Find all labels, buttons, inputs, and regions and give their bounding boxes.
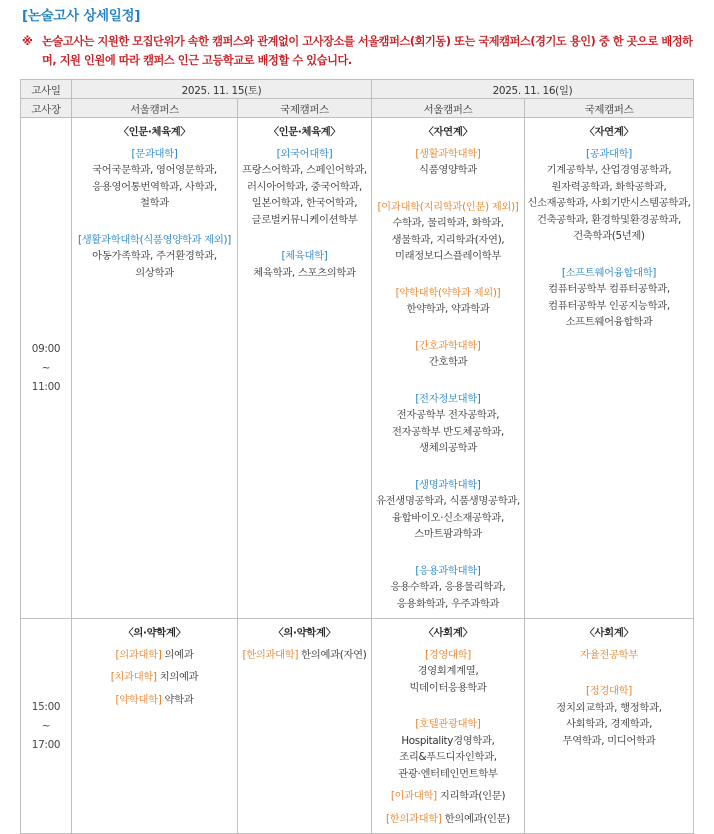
morning-time bbox=[21, 118, 72, 619]
department-line: 러시아어학과, 중국어학과, bbox=[246, 180, 363, 193]
college-name: [한의과대학] bbox=[386, 812, 442, 825]
morning-seoul-1116 bbox=[372, 118, 525, 619]
afternoon-time bbox=[21, 619, 72, 834]
department-name: 의예과 bbox=[164, 648, 194, 661]
spacer bbox=[238, 234, 371, 248]
department-line: 무역학과, 미디어학과 bbox=[562, 734, 656, 747]
group-heading: 〈자연계〉 bbox=[584, 126, 634, 138]
college-name: 자율전공학부 bbox=[580, 648, 638, 661]
college-name: [이과대학] bbox=[390, 790, 437, 802]
spacer bbox=[72, 218, 237, 232]
department-line: 프랑스어학과, 스페인어학과, bbox=[242, 164, 367, 176]
time-start: 15:00 bbox=[31, 700, 61, 713]
date-1: 2025. 11. 15(토) bbox=[72, 80, 372, 99]
department-name: 약학과 bbox=[164, 693, 194, 706]
morning-seoul-1115 bbox=[72, 118, 238, 619]
spacer bbox=[525, 251, 693, 265]
afternoon-seoul-1116 bbox=[372, 619, 525, 834]
college-name: [생활과학대학(식품영양학과 제외)] bbox=[78, 233, 231, 246]
group-heading: 〈의·약학계〉 bbox=[123, 627, 186, 639]
campus-global-1: 국제캠퍼스 bbox=[238, 99, 372, 118]
campus-global-2: 국제캠퍼스 bbox=[525, 99, 694, 118]
place-label: 고사장 bbox=[21, 99, 72, 118]
college-name: [문과대학] bbox=[131, 147, 178, 160]
college-block bbox=[372, 716, 524, 782]
department-line: 아동가족학과, 주거환경학과, bbox=[92, 250, 217, 262]
department-line: 철학과 bbox=[140, 197, 169, 209]
college-block bbox=[72, 232, 237, 282]
place-row bbox=[21, 99, 694, 118]
spacer bbox=[372, 271, 524, 285]
group-heading: 〈사회계〉 bbox=[584, 627, 634, 639]
college-block bbox=[372, 391, 524, 457]
college-block bbox=[525, 683, 693, 749]
notice-mark: ※ bbox=[22, 35, 33, 48]
department-line: 의상학과 bbox=[135, 266, 174, 279]
date-row bbox=[21, 80, 694, 99]
department-line: 소프트웨어융합학과 bbox=[565, 316, 653, 328]
department-line: 컴퓨터공학부 컴퓨터공학과, bbox=[548, 283, 670, 295]
college-block bbox=[525, 647, 693, 664]
college-name: [체육대학] bbox=[281, 250, 328, 262]
group-heading: 〈인문·체육계〉 bbox=[118, 126, 191, 138]
department-line: 전자공학부 전자공학과, bbox=[396, 409, 500, 421]
afternoon-global-1116 bbox=[525, 619, 694, 834]
college-name: [전자정보대학] bbox=[415, 392, 481, 405]
spacer bbox=[372, 702, 524, 716]
department-line: 한약학과, 약과학과 bbox=[406, 303, 490, 315]
department-line: 글로벌커뮤니케이션학부 bbox=[251, 213, 358, 226]
time-sep: ~ bbox=[41, 719, 51, 732]
department-line: 융합바이오·신소재공학과, bbox=[391, 511, 505, 524]
page-title: [논술고사 상세일정] bbox=[22, 8, 141, 24]
college-block bbox=[372, 146, 524, 179]
college-block bbox=[525, 146, 693, 245]
department-name: 지리학과(인문) bbox=[439, 790, 506, 802]
college-name: [간호과학대학] bbox=[415, 339, 481, 352]
schedule-table bbox=[20, 79, 694, 834]
college-name: [이과대학(지리학과(인문) 제외)] bbox=[377, 200, 519, 213]
department-name: 치의예과 bbox=[159, 671, 199, 683]
time-end: 17:00 bbox=[31, 738, 61, 751]
college-name: [약학대학(약학과 제외)] bbox=[395, 286, 501, 299]
department-name: 한의예과(자연) bbox=[301, 648, 367, 661]
department-line: 체육학과, 스포츠의학과 bbox=[253, 266, 356, 279]
campus-seoul-2: 서울캠퍼스 bbox=[372, 99, 525, 118]
spacer bbox=[372, 463, 524, 477]
department-line: 건축공학과, 환경학및환경공학과, bbox=[537, 213, 681, 226]
spacer bbox=[525, 669, 693, 683]
department-line: 일본어학과, 한국어학과, bbox=[251, 197, 358, 209]
college-block bbox=[372, 563, 524, 613]
college-block bbox=[372, 477, 524, 543]
college-name: [생활과학대학] bbox=[415, 147, 481, 160]
spacer bbox=[372, 324, 524, 338]
notice-text: 논술고사는 지원한 모집단위가 속한 캠퍼스와 관계없이 고사장소를 서울캠퍼스(회기동) 또는 국제캠퍼스(경기도 용인) 중 한 곳으로 배정하며, 지원 인원에 따라 캠퍼스 인근 고등학교로 배정할 수 있습니다. bbox=[42, 35, 693, 67]
college-block bbox=[372, 199, 524, 265]
college-name: [한의과대학] bbox=[242, 648, 299, 661]
college-name: [외국어대학] bbox=[276, 147, 333, 160]
college-block bbox=[525, 265, 693, 331]
afternoon-seoul-1115 bbox=[72, 619, 238, 834]
department-line: 국어국문학과, 영어영문학과, bbox=[92, 164, 217, 176]
college-line bbox=[72, 669, 237, 686]
department-line: 관광·엔터테인먼트학부 bbox=[398, 767, 498, 780]
college-block bbox=[372, 338, 524, 371]
college-name: [응용과학대학] bbox=[415, 564, 481, 577]
department-line: 미래정보디스플레이학부 bbox=[394, 250, 502, 262]
morning-global-1116 bbox=[525, 118, 694, 619]
time-start: 09:00 bbox=[31, 342, 61, 355]
department-line: 원자력공학과, 화학공학과, bbox=[551, 180, 667, 193]
time-sep: ~ bbox=[41, 361, 51, 374]
group-heading: 〈자연계〉 bbox=[423, 126, 473, 138]
department-line: 빅데이터응용학과 bbox=[409, 681, 487, 694]
college-line bbox=[238, 647, 371, 664]
spacer bbox=[372, 377, 524, 391]
group-heading: 〈의·약학계〉 bbox=[273, 627, 336, 639]
spacer bbox=[372, 549, 524, 563]
department-line: 유전생명공학과, 식품생명공학과, bbox=[376, 495, 520, 507]
college-name: [약학대학] bbox=[115, 693, 162, 706]
morning-row bbox=[21, 118, 694, 619]
college-block bbox=[72, 146, 237, 212]
college-block bbox=[372, 647, 524, 697]
afternoon-row bbox=[21, 619, 694, 834]
department-line: 정치외교학과, 행정학과, bbox=[556, 701, 662, 714]
department-line: 응용수학과, 응용물리학과, bbox=[390, 581, 506, 593]
date-label: 고사일 bbox=[21, 80, 72, 99]
date-2: 2025. 11. 16(일) bbox=[372, 80, 694, 99]
college-name: [생명과학대학] bbox=[415, 478, 481, 491]
department-line: 간호학과 bbox=[428, 356, 468, 368]
notice bbox=[22, 32, 702, 70]
college-name: [소프트웨어융합대학] bbox=[561, 266, 657, 279]
college-line bbox=[372, 811, 524, 828]
department-line: 신소재공학과, 사회기반시스템공학과, bbox=[527, 197, 691, 209]
department-line: 생체의공학과 bbox=[419, 442, 477, 454]
department-line: 사회학과, 경제학과, bbox=[565, 718, 653, 730]
department-line: 건축학과(5년제) bbox=[573, 230, 645, 242]
department-line: Hospitality경영학과, bbox=[401, 734, 495, 747]
department-line: 스마트팜과학과 bbox=[414, 528, 482, 540]
campus-seoul-1: 서울캠퍼스 bbox=[72, 99, 238, 118]
college-line bbox=[72, 692, 237, 709]
department-line: 기계공학부, 산업경영공학과, bbox=[546, 164, 672, 176]
department-line: 생물학과, 지리학과(자연), bbox=[391, 233, 505, 246]
department-line: 식품영양학과 bbox=[419, 164, 477, 176]
group-heading: 〈인문·체육계〉 bbox=[268, 126, 341, 138]
department-line: 조리&푸드디자인학과, bbox=[399, 751, 497, 763]
college-name: [치과대학] bbox=[110, 671, 157, 683]
college-block bbox=[372, 285, 524, 318]
college-line bbox=[372, 788, 524, 805]
department-line: 응용화학과, 우주과학과 bbox=[396, 597, 500, 610]
department-line: 경영회계계열, bbox=[417, 665, 479, 677]
group-heading: 〈사회계〉 bbox=[423, 627, 473, 639]
college-name: [의과대학] bbox=[115, 648, 162, 661]
college-name: [정경대학] bbox=[585, 685, 633, 697]
college-line bbox=[72, 647, 237, 664]
college-name: [공과대학] bbox=[585, 147, 633, 160]
department-line: 응용영어통번역학과, 사학과, bbox=[92, 180, 217, 193]
college-block bbox=[238, 146, 371, 229]
college-name: [경영대학] bbox=[424, 648, 472, 661]
department-line: 수학과, 물리학과, 화학과, bbox=[392, 217, 504, 229]
college-block bbox=[238, 248, 371, 281]
morning-global-1115 bbox=[238, 118, 372, 619]
afternoon-global-1115 bbox=[238, 619, 372, 834]
time-end: 11:00 bbox=[31, 380, 61, 393]
department-line: 전자공학부 반도체공학과, bbox=[391, 425, 505, 438]
department-name: 한의예과(인문) bbox=[444, 812, 510, 825]
spacer bbox=[372, 185, 524, 199]
department-line: 컴퓨터공학부 인공지능학과, bbox=[548, 299, 670, 312]
college-name: [호텔관광대학] bbox=[415, 718, 481, 730]
